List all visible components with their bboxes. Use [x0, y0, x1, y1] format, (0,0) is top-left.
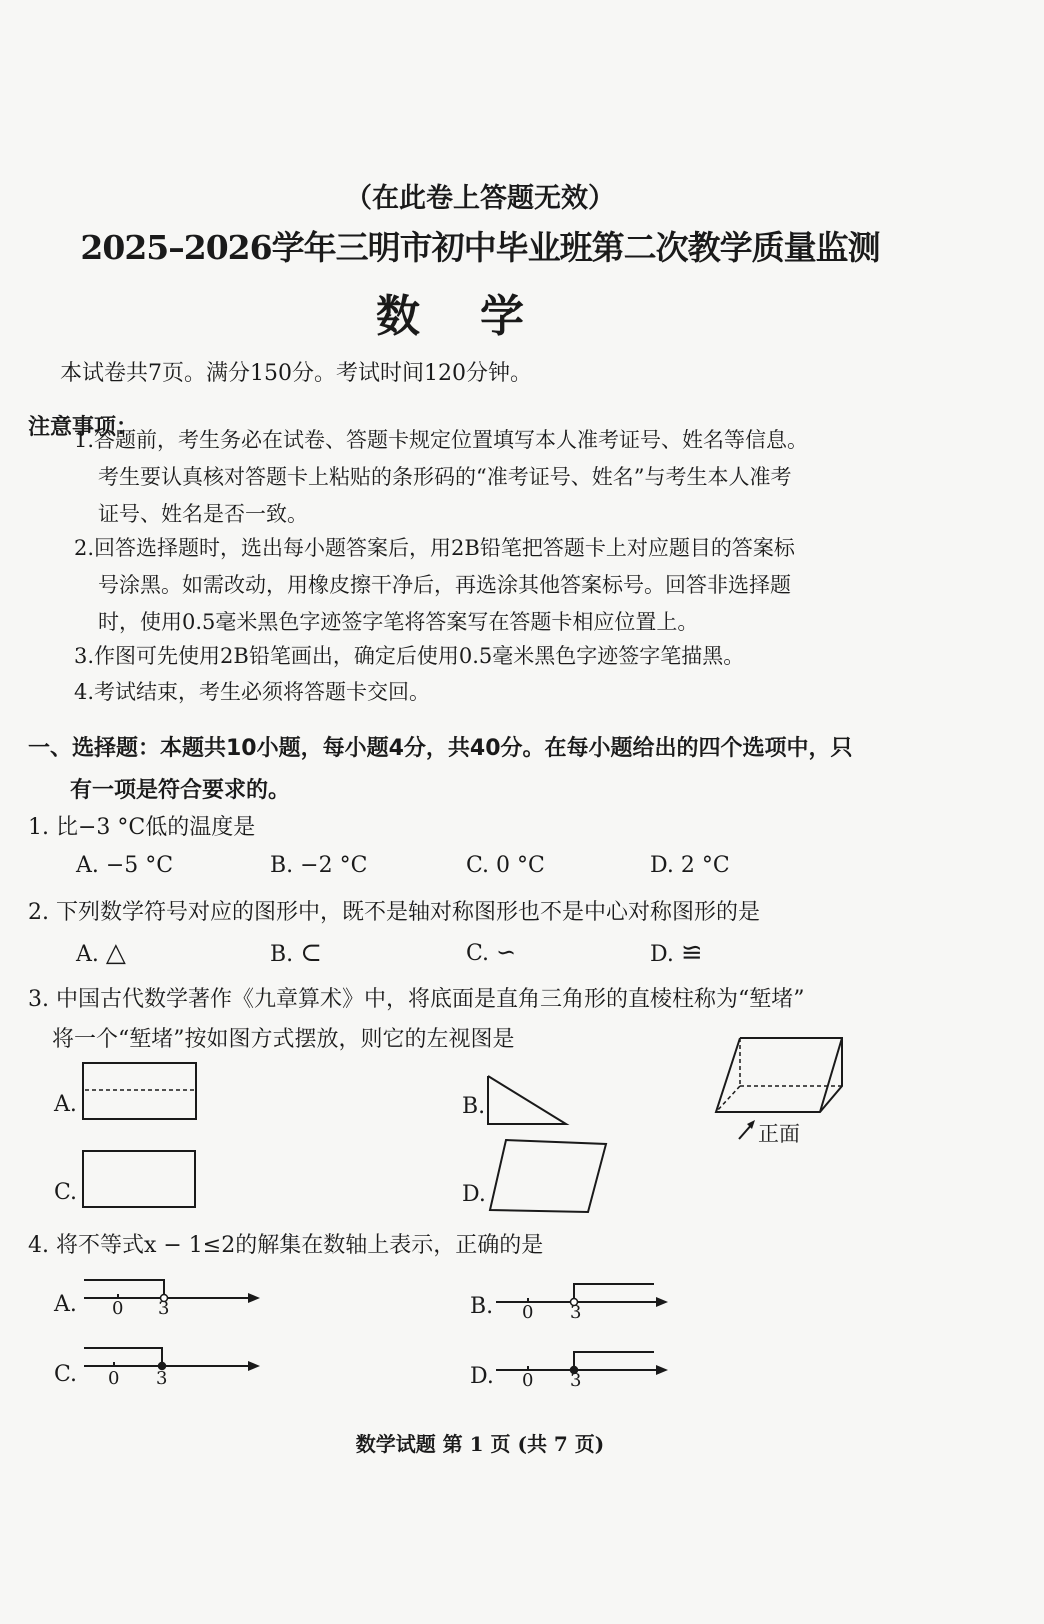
invalid-answer-note: （在此卷上答题无效） — [345, 183, 615, 214]
q4-option-c-numberline — [84, 1346, 262, 1370]
note-2-line-3: 时，使用0.5毫米黑色字迹签字笔将答案写在答题卡相应位置上。 — [98, 610, 699, 634]
exam-title: 2025–2026学年三明市初中毕业班第二次教学质量监测 — [80, 228, 880, 267]
front-view-arrow-icon — [736, 1118, 758, 1142]
note-3-line-1: 3.作图可先使用2B铅笔画出，确定后使用0.5毫米黑色字迹签字笔描黑。 — [74, 644, 745, 668]
q3-option-c-label: C. — [54, 1180, 78, 1205]
q2-option-d-label: D. — [650, 942, 674, 967]
q1-option-a: A. −5 °C — [76, 853, 174, 878]
q4-option-c-label: C. — [54, 1362, 78, 1387]
note-1-line-3: 证号、姓名是否一致。 — [98, 502, 308, 526]
note-1-line-1: 1.答题前，考生务必在试卷、答题卡规定位置填写本人准考证号、姓名等信息。 — [74, 428, 809, 452]
q4-b-tick-3: 3 — [570, 1302, 582, 1323]
q4-option-d-label: D. — [470, 1364, 494, 1389]
note-item-2 — [74, 530, 954, 641]
q4-option-a-label: A. — [54, 1292, 77, 1317]
q2-option-a — [76, 938, 126, 968]
congruent-symbol-icon: ≌ — [680, 938, 703, 968]
section-1-line-2: 有一项是符合要求的。 — [70, 778, 291, 803]
prism-figure — [712, 1034, 846, 1118]
front-view-label: 正面 — [758, 1122, 800, 1146]
q4-b-tick-0: 0 — [522, 1302, 534, 1323]
section-1-heading — [28, 728, 928, 812]
q3-option-c-figure — [82, 1150, 198, 1210]
q2-option-b-label: B. — [270, 942, 294, 967]
question-4-stem: 4. 将不等式x − 1≤2的解集在数轴上表示，正确的是 — [28, 1233, 544, 1258]
question-3-line-2: 将一个“堑堵”按如图方式摆放，则它的左视图是 — [52, 1027, 515, 1052]
q3-option-d-figure — [488, 1138, 610, 1216]
note-item-3 — [74, 638, 954, 675]
note-2-line-2: 号涂黑。如需改动，用橡皮擦干净后，再选涂其他答案标号。回答非选择题 — [98, 573, 791, 597]
q4-c-tick-0: 0 — [108, 1368, 120, 1389]
q1-option-b: B. −2 °C — [270, 853, 368, 878]
note-item-4 — [74, 674, 954, 711]
page-footer: 数学试题 第 1 页 (共 7 页) — [355, 1432, 605, 1456]
q2-option-c-label: C. — [466, 941, 490, 966]
q4-option-b-label: B. — [470, 1294, 494, 1319]
similar-symbol-icon: ∽ — [496, 938, 517, 966]
q3-option-a-figure — [82, 1062, 198, 1122]
q4-d-tick-0: 0 — [522, 1370, 534, 1391]
note-1-line-2: 考生要认真核对答题卡上粘贴的条形码的“准考证号、姓名”与考生本人准考 — [98, 465, 792, 489]
q2-option-c — [466, 938, 516, 966]
q3-option-b-figure — [484, 1074, 570, 1126]
q4-option-a-numberline — [84, 1278, 262, 1302]
question-3-line-1: 3. 中国古代数学著作《九章算术》中，将底面是直角三角形的直棱柱称为“堑堵” — [28, 987, 805, 1012]
q2-option-b — [270, 938, 322, 968]
q4-a-tick-3: 3 — [158, 1298, 170, 1319]
subset-symbol-icon: ⊂ — [300, 938, 322, 968]
q4-d-tick-3: 3 — [570, 1370, 582, 1391]
note-4-line-1: 4.考试结束，考生必须将答题卡交回。 — [74, 680, 431, 704]
q2-option-a-label: A. — [76, 942, 99, 967]
subject-title: 数学 — [376, 291, 584, 342]
q4-a-tick-0: 0 — [112, 1298, 124, 1319]
q4-c-tick-3: 3 — [156, 1368, 168, 1389]
note-2-line-1: 2.回答选择题时，选出每小题答案后，用2B铅笔把答题卡上对应题目的答案标 — [74, 536, 795, 560]
q1-option-c: C. 0 °C — [466, 853, 545, 878]
question-2-stem: 2. 下列数学符号对应的图形中，既不是轴对称图形也不是中心对称图形的是 — [28, 900, 760, 925]
note-item-1 — [74, 422, 954, 533]
q3-option-d-label: D. — [462, 1182, 486, 1207]
q3-option-b-label: B. — [462, 1094, 486, 1119]
q3-option-a-label: A. — [54, 1092, 77, 1117]
question-1-stem: 1. 比−3 °C低的温度是 — [28, 815, 256, 840]
section-1-line-1: 一、选择题：本题共10小题，每小题4分，共40分。在每小题给出的四个选项中，只 — [28, 736, 853, 761]
q1-option-d: D. 2 °C — [650, 853, 730, 878]
q2-option-d — [650, 938, 703, 968]
exam-intro: 本试卷共7页。满分150分。考试时间120分钟。 — [60, 361, 532, 386]
triangle-symbol-icon: △ — [105, 938, 126, 968]
notes-heading: 注意事项： — [28, 415, 139, 440]
